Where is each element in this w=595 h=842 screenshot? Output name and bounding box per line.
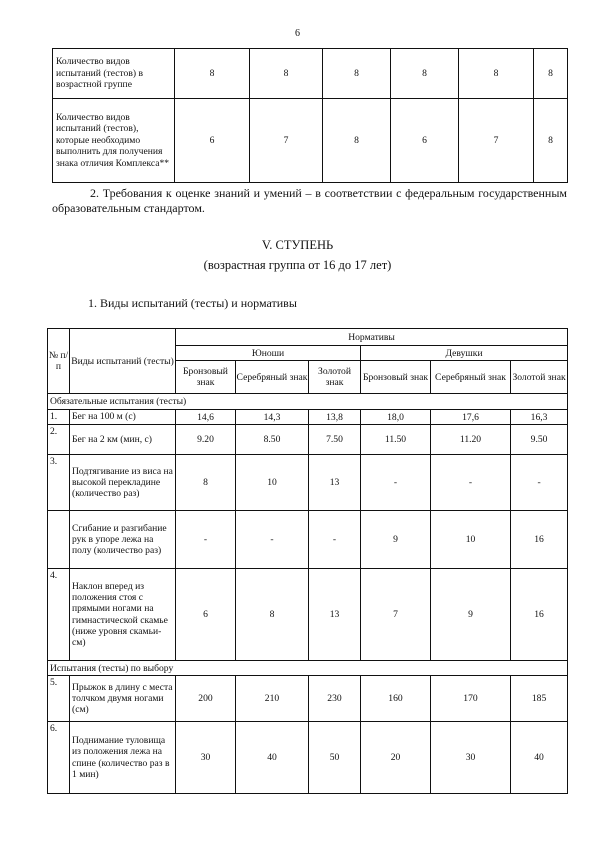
table-cell: 11.50 [361,425,431,455]
table-cell: 9 [361,511,431,569]
header-num: № п/п [48,329,70,394]
table-cell: 210 [236,676,309,722]
table-cell: 170 [431,676,511,722]
table-row [48,511,568,569]
header-norms: Нормативы [176,329,568,346]
table-cell: 18,0 [361,410,431,425]
table-cell: 7 [459,99,534,183]
table-row [48,425,568,455]
table-cell: 8.50 [236,425,309,455]
table-row [53,49,568,99]
row-label: Количество видов испытаний (тестов) в возрастной группе [53,49,175,99]
row-number: 4. [48,569,70,661]
table-cell: 9.20 [176,425,236,455]
row-name: Бег на 2 км (мин, с) [70,425,176,455]
table-cell: 8 [534,99,568,183]
row-name: Наклон вперед из положения стоя с прямыми ногами на гимнастической скамье (ниже уровня скамьи-см) [70,569,176,661]
table-cell: 8 [236,569,309,661]
table-cell: 11.20 [431,425,511,455]
table-cell: 6 [391,99,459,183]
top-requirements-table [52,48,568,183]
row-name: Подтягивание из виса на высокой перекладине (количество раз) [70,455,176,511]
header-bronze: Бронзовый знак [361,361,431,394]
table-cell: 20 [361,722,431,794]
row-name: Прыжок в длину с места толчком двумя ногами (см) [70,676,176,722]
table-cell: - [511,455,568,511]
table-cell: 7 [361,569,431,661]
row-name: Бег на 100 м (с) [70,410,176,425]
table-cell: 6 [176,569,236,661]
table-row [48,569,568,661]
table-cell: 40 [511,722,568,794]
table-cell: 14,3 [236,410,309,425]
norms-table [47,328,568,794]
table-cell: 8 [250,49,323,99]
table-cell: 230 [309,676,361,722]
header-gold: Золотой знак [511,361,568,394]
table-cell: 8 [534,49,568,99]
table-cell: 14,6 [176,410,236,425]
header-row [48,329,568,346]
header-silver: Серебряный знак [431,361,511,394]
section-row [48,394,568,410]
header-silver: Серебряный знак [236,361,309,394]
table-cell: 160 [361,676,431,722]
requirements-paragraph: 2. Требования к оценке знаний и умений – в соответствии с федеральным государственным образовательным стандартом. [52,186,567,215]
table-cell: - [431,455,511,511]
table-cell: 10 [431,511,511,569]
header-girls: Девушки [361,346,568,361]
row-number: 3. [48,455,70,511]
table-cell: 7.50 [309,425,361,455]
table-cell: 8 [176,455,236,511]
table-cell: 13 [309,455,361,511]
table-cell: 8 [175,49,250,99]
table-cell: 9.50 [511,425,568,455]
table-cell: - [361,455,431,511]
table-cell: 13 [309,569,361,661]
row-label: Количество видов испытаний (тестов), которые необходимо выполнить для получения знака отличия Комплекса** [53,99,175,183]
header-test: Виды испытаний (тесты) [70,329,176,394]
header-gold: Золотой знак [309,361,361,394]
table-cell: - [236,511,309,569]
table-row [53,99,568,183]
table-cell: 9 [431,569,511,661]
section-optional: Испытания (тесты) по выбору [48,661,568,676]
table-row [48,455,568,511]
table-cell: 17,6 [431,410,511,425]
row-number: 2. [48,425,70,455]
stage-subtitle: (возрастная группа от 16 до 17 лет) [203,258,392,272]
stage-title: V. СТУПЕНЬ [261,238,334,252]
table-cell: 200 [176,676,236,722]
table-cell: 8 [323,49,391,99]
header-bronze: Бронзовый знак [176,361,236,394]
table-cell: 30 [431,722,511,794]
table-row [48,676,568,722]
table-cell: 6 [175,99,250,183]
table-row [48,722,568,794]
table-cell: 30 [176,722,236,794]
table-cell: 10 [236,455,309,511]
table-cell: - [176,511,236,569]
row-number: 6. [48,722,70,794]
table-cell: 8 [391,49,459,99]
table-cell: 8 [459,49,534,99]
table-cell: - [309,511,361,569]
table-cell: 50 [309,722,361,794]
table-cell: 16,3 [511,410,568,425]
row-name: Поднимание туловища из положения лежа на спине (количество раз в 1 мин) [70,722,176,794]
table-cell: 16 [511,569,568,661]
table-cell: 7 [250,99,323,183]
table-cell: 8 [323,99,391,183]
table-cell: 40 [236,722,309,794]
table-cell: 13,8 [309,410,361,425]
section-mandatory: Обязательные испытания (тесты) [48,394,568,410]
row-name: Сгибание и разгибание рук в упоре лежа на полу (количество раз) [70,511,176,569]
section-row [48,661,568,676]
row-number: 5. [48,676,70,722]
table-cell: 185 [511,676,568,722]
section-title: 1. Виды испытаний (тесты) и нормативы [88,296,297,310]
table-row [48,410,568,425]
row-number: 1. [48,410,70,425]
table-cell: 16 [511,511,568,569]
header-boys: Юноши [176,346,361,361]
row-number [48,511,70,569]
page-number: 6 [295,28,300,39]
